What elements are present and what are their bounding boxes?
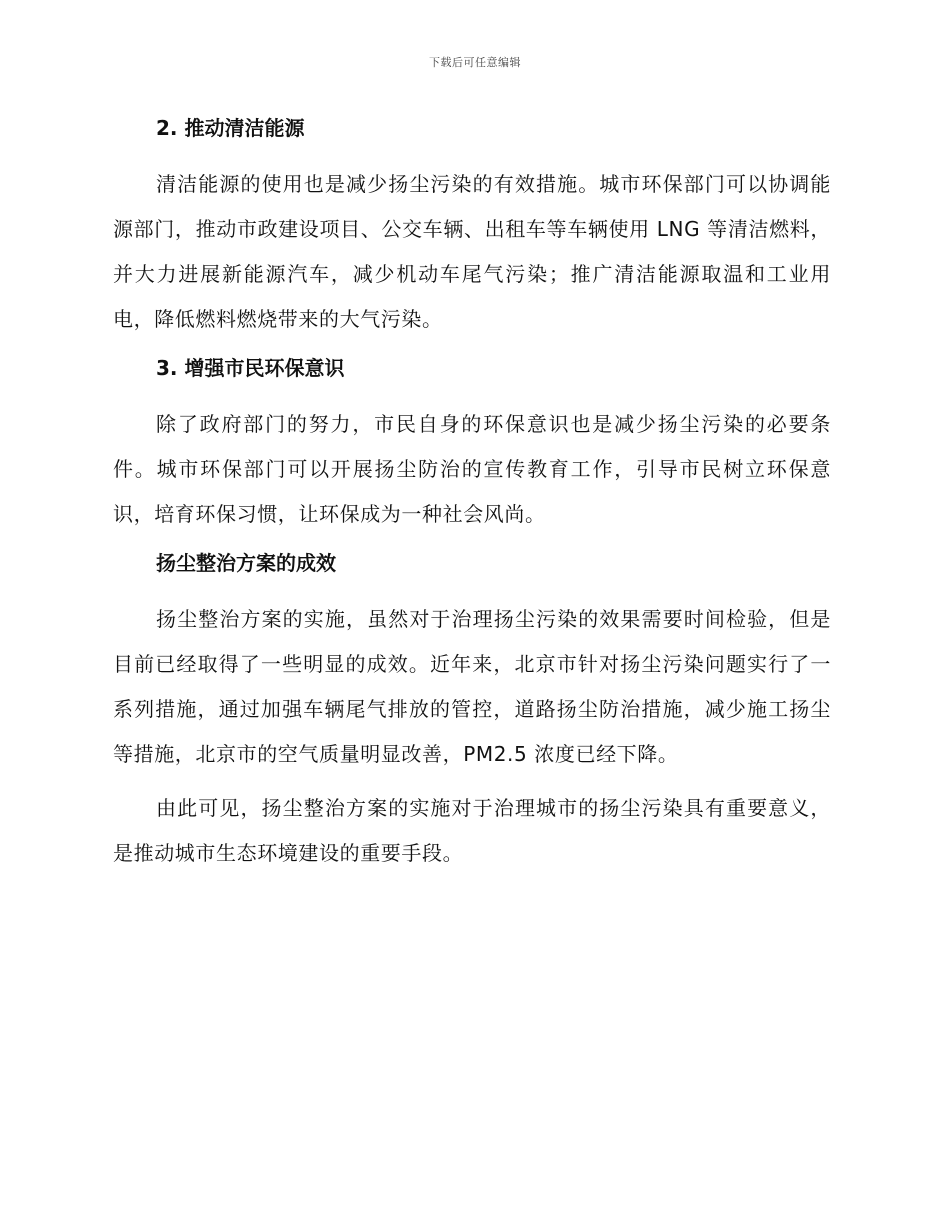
- conclusion-paragraph: 由此可见，扬尘整治方案的实施对于治理城市的扬尘污染具有重要意义，是推动城市生态环境建设的重要手段。: [113, 796, 831, 865]
- document-body: [113, 108, 831, 876]
- section-heading-public-awareness: 3. 增强市民环保意识: [156, 356, 345, 380]
- section-paragraph-clean-energy: 清洁能源的使用也是减少扬尘污染的有效措施。城市环保部门可以协调能源部门，推动市政建设项目、公交车辆、出租车等车辆使用 LNG 等清洁燃料，并大力进展新能源汽车，减少机动车尾气污染；推广清洁能源取温和工业用电，降低燃料燃烧带来的大气污染。: [113, 172, 831, 331]
- section-heading-results: 扬尘整治方案的成效: [156, 551, 336, 575]
- section-paragraph-public-awareness: 除了政府部门的努力，市民自身的环保意识也是减少扬尘污染的必要条件。城市环保部门可以开展扬尘防治的宣传教育工作，引导市民树立环保意识，培育环保习惯，让环保成为一种社会风尚。: [113, 412, 831, 526]
- section-heading-clean-energy: 2. 推动清洁能源: [156, 116, 305, 140]
- header-note: 下载后可任意编辑: [429, 56, 521, 69]
- section-paragraph-results: 扬尘整治方案的实施，虽然对于治理扬尘污染的效果需要时间检验，但是目前已经取得了一些明显的成效。近年来，北京市针对扬尘污染问题实行了一系列措施，通过加强车辆尾气排放的管控，道路扬尘防治措施，减少施工扬尘等措施，北京市的空气质量明显改善，PM2.5 浓度已经下降。: [113, 607, 831, 766]
